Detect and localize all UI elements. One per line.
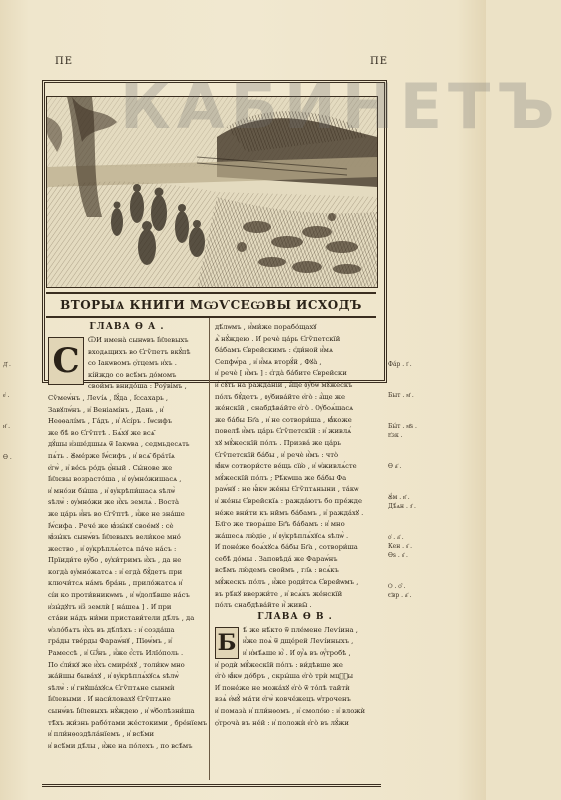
text-line: и҆зы́дꙋтъ и҆з̾ землѝ [ на́шеѧ ] . И҆ при (48, 602, 172, 611)
text-line: ѣ́ же нѣ́кто ѿ пле́мене Леѵі́ина , (243, 625, 358, 634)
margin-note: Д҃ . (3, 361, 11, 368)
text-line: и҆ и҆мѣ́ѧше ю҆̀ . И҆ ᲂу҆́ѧ въ ѹ҆́тробѣ , (243, 649, 351, 658)
text-line: же бѣ̀ во Є҆гѷптѣ . Бѧ́хꙋ же всѧ̑ (48, 428, 155, 437)
text-line: когда̀ ᲂу҆мно́жатсѧ : и҆ егда̀ бꙋ́детъ при (48, 567, 183, 576)
page-number-left: ПE (55, 56, 74, 67)
text-line: е҆гѡ̀ , и҆ ве́сь ро́дъ ѻ҆́ный . Сы́нове же (48, 463, 173, 472)
text-line: свои́мъ внидо́ша : Роу́вімъ , (88, 382, 187, 391)
text-line: ꙗ҆́кѡ сотвори́сте ве́щь сїю̀ , и҆ ѡ҆живлѧ́сте (215, 462, 357, 471)
text-line: мꙋ́жескїй по́лъ ; Рѣ́кѡша же ба́бы Фа (215, 473, 347, 482)
text-column-right (215, 322, 375, 729)
text-line: И҆ поне́же боѧ́хꙋсѧ ба́бы Бг҃а , сотвори́ша (215, 543, 358, 552)
text-line: и҆ родѝ мꙋ́жескїй по́лъ : ви́дѣвше же (215, 660, 343, 669)
text-line: и҆ мно́зи бы́ша , и҆ ᲂу҆крѣпи́шасѧ ѕѣлѡ̀ (48, 486, 176, 495)
text-line: дꙋ́шы и҆зше́дшыѧ ѿ Іакѡва , седмьдесѧть (48, 440, 190, 449)
margin-note: Ѻ . ѻ̑ . Є҆вр . а҃ . (388, 583, 412, 599)
chapter-heading-2: ГЛАВА Ѳ В . (257, 611, 333, 622)
text-line: раѡ́нꙋ : не ꙗ҆́кѡ же́ны Є҆гѷптѧныни , та́кѡ (215, 485, 359, 494)
text-line: І҆и҃левыми . И҆ наси́ловахꙋ Є҆гѷптѧне (48, 695, 171, 704)
text-line: же ба́бы Бг҃а , и҆ не сотвори́ша , ꙗ҆́коже (215, 415, 352, 424)
text-line: дѣ́лѡмъ , и҆́ми́же порабо́щахꙋ (215, 323, 317, 331)
text-line: ѾИ имена̀ сынѡвъ І҆и҃левыхъ (88, 336, 189, 344)
text-line: всѣ̑мъ лю́демъ свои̑мъ , гл҃ѧ : всѧ́къ (215, 566, 339, 575)
text-line: тѣ̑хъ жи́знь рабо́тами же́стокими , бре́нїемъ (48, 718, 208, 727)
book-heading: ВТОРЫѦ КНИГИ МѠѴСЕѠВЫ ИСХОДЪ (46, 292, 376, 318)
text-line: же́нскїй , снабдѣва́йте е҆го̀ . Ѹ҆боѧ́шасѧ (215, 404, 354, 413)
text-line: входѧщихъ во Є҆гѷпетъ вкꙋ́пѣ (88, 347, 191, 356)
column-right-body-top (215, 322, 375, 612)
margin-note: Ꙋ҆́м . в҃ . Дѣ́ѧн . з҃ . (388, 494, 416, 510)
text-line: ба́бамъ Є҆врейскимъ : є҆ди́ной и҆́мѧ (215, 346, 333, 355)
text-line: Сепфѡ́ра , и҆ и҆́мѧ вторꙋ́й , Фꙋа̀ , (215, 357, 322, 366)
text-line: и҆́же поѧ̀ ѿ дще́рей Леѵі́иныхъ , (243, 637, 354, 646)
text-line: Неѳѳалі́мъ , Га́дъ , и҆ А҆сі́ръ . І҆ѡсифъ (48, 417, 173, 426)
margin-note: Быт . м҃ . (388, 392, 414, 399)
text-line: ключи́тсѧ на́мъ бра́нь , прило́жатсѧ и҆ (48, 579, 183, 588)
margin-note: Фа́р . і҃ . (388, 361, 412, 368)
text-line: ѧ҆̀ нꙋ́ждею . И҆ речѐ ца́рь Є҆гѷпетскїй (215, 334, 341, 343)
text-line: Сѷмеѡ́нъ , Леѵі́ѧ , І҆ꙋ́да , І҆ссахарь , (48, 393, 169, 402)
text-column-left (48, 322, 206, 752)
text-line: Завꙋлѡ́нъ , и҆ Веніамі́нъ , Дань , и҆ (48, 405, 164, 414)
text-line: мꙋ́жескъ по́лъ , и҆́же роди́тсѧ Є҆врейѡмъ , (215, 578, 359, 587)
margin-notes-right (388, 360, 482, 622)
margin-note: н҃ . (3, 423, 11, 430)
text-line: І҆и҃лєвы возрасто́ша , и҆ ᲂу҆мно́жишасѧ , (48, 475, 182, 484)
column-left-body (48, 335, 206, 752)
text-line: хꙋ мꙋ́жескїй по́лъ . Призва́ же ца́рь (215, 438, 342, 447)
text-line: пѧ́ть . Ꙋ҆ме́рже І҆ѡ́сифъ , и҆ всѧ̑ бра́тїѧ (48, 451, 175, 460)
text-line: Бл҃го же творѧ́ше Бг҃ъ ба́бамъ : и҆ мно (215, 520, 345, 529)
text-line: же ца́рь и҆́нъ во Є҆гѷптѣ , и҆́же не зна́ше (48, 509, 185, 518)
text-line: не́же вни́ти къ ни̑мъ ба́бамъ , и҆ ражда́хꙋ . (215, 508, 364, 517)
text-line: ѻ҆троча̀ въ не́й : и҆ положѝ е҆го̀ въ лꙋ́жи (215, 718, 349, 727)
margin-note: Ѳ а҃ . (388, 463, 402, 470)
text-line: ѡ҆зло́бѧтъ и҆̀хъ въ дѣ́лѣхъ : и҆ созда́ша (48, 625, 175, 634)
column-divider (209, 318, 210, 780)
text-line: Рамессѣ , и҆ Ѡ҆́нъ , и҆́же є҆́сть Илїо́поль . (48, 649, 184, 658)
text-line: Є҆гѷпетскїй ба́бы , и҆ речѐ и҆̀мъ : что̀ (215, 450, 339, 459)
text-line: и҆ пли́нѳоздѣла́нїемъ , и҆ всѣ́ми (48, 730, 155, 739)
text-line: и҆ речѐ [ и҆̀мъ ] : є҆гда̀ ба́бите Є҆врейски (215, 369, 347, 378)
margin-note: Ѳ . (3, 454, 12, 461)
text-line: жа́йшы быва́хꙋ , и҆ ᲂу҆крѣплѧ́хꙋсѧ ѕѣлѡ̀ (48, 672, 179, 681)
text-line: по́лъ снабдѣва́йте и҆̀ живы̑ . (215, 601, 312, 610)
text-line: ѕѣлѡ̀ : ᲂу҆мно́жи же и҆̀хъ землѧ̀ . Воста̀ (48, 498, 180, 507)
text-line: и҆ сꙋ́ть на ражда́нїи , а҆́ще ᲂу҆́бѡ мꙋ́жескъ (215, 380, 353, 389)
margin-notes-left (3, 360, 39, 484)
text-line: кі́йждо со всѣ́мъ до́момъ (88, 370, 177, 379)
text-line: жа́шесѧ лю́діе , и҆ ᲂу҆крѣплѧ́хꙋсѧ ѕѣлѡ̀ . (215, 531, 349, 540)
text-line: И҆ поне́же не можа́хꙋ е҆го̀ ѿ то́лѣ тайтѝ (215, 683, 350, 692)
text-line: І҆ѡ́сифа . Рече́ же ꙗ҆зы́кꙋ свое́мꙋ : сѐ (48, 521, 174, 530)
text-line: по́лъ бꙋ́детъ , ᲂу҆бива́йте е҆го̀ : а҆́ще же (215, 392, 346, 401)
text-line: сі́и ко проти́вникѡмъ , и҆ ѡ҆долѣ́вше на́съ (48, 591, 190, 600)
margin-note: Бы́т . м҃ѕ . Е҆зк . (388, 423, 417, 439)
page-number-right: ПE (370, 56, 389, 67)
text-line: ста́ви на́дъ ни́ми пристави́тели дѣ́лъ , да (48, 614, 195, 623)
margin-note: ѻ҆ . а҃ . Кен . ѕ҃ . Ѳѕ . ѕ҃ . (388, 534, 413, 559)
column-right-body-bottom (215, 625, 375, 729)
watermark: КАБИНЕТЪ (120, 70, 561, 143)
margin-note: е҆ . (3, 392, 10, 399)
text-line: въ рѣ́кꙋ ввержи́те , и҆ всѧ́къ же́нскїй (215, 589, 343, 598)
text-line: и҆ помаза̀ и҆ пли́нѳомъ , и҆ смоло́ю : и҆ вложѝ (215, 707, 366, 715)
text-line: взѧ̀ е҆мꙋ̀ ма́ти е҆гѡ̀ ковче́жецъ ѡ҆троченъ (215, 695, 351, 704)
dropcap-initial: С (48, 337, 84, 385)
page-bottom-rule (42, 784, 381, 787)
chapter-heading-1: ГЛАВА Ѳ А . (89, 322, 165, 332)
text-line: ѕѣлѡ̀ : и҆ гнꙋша́хꙋсѧ Є҆гѷптѧне сынмѝ (48, 683, 175, 692)
text-line: и҆ же́ны Є҆врейскїѧ : ражда́ютъ бо пре́жде (215, 496, 363, 505)
text-line: гра́ды тве́рды Фараѡ́нꙋ , Пїѳѡ́мъ , и҆ (48, 637, 172, 646)
text-line: со Іакѡвомъ ѻ҆тцемъ и҆хъ . (88, 359, 177, 368)
text-line: и҆ всѣ́ми дѣ́лы , и҆̀же на по́лехъ , по всѣ́мъ (48, 741, 193, 750)
text-line: сынѡ́въ І҆и҃левыхъ нꙋ́ждею , и҆ ѡ҆болѣзни́ша (48, 707, 195, 715)
text-line: повелѣ̀ и҆̀мъ ца́рь Є҆гѷпетскїй : и҆ живлѧ́ (215, 427, 352, 436)
text-line: Прїиди́те ᲂу҆̀бо , ᲂу҆хи́тримъ и҆̀хъ , да не (48, 556, 182, 565)
text-line: жество , и҆ ᲂу҆крѣплѧ́етсѧ па́че на́съ : (48, 544, 177, 553)
dropcap-initial: Б (215, 627, 239, 659)
text-line: По є҆ли́кꙋ же и҆̀хъ смире́хꙋ , толи́кѡ мно (48, 660, 185, 669)
text-line: е҆го̀ ꙗ҆́кѡ до́бръ , скры́ша е҆го̀ трѝ мцⷭ҇ы (215, 672, 354, 681)
text-line: себѣ̀ до́мы . Заповѣда́ же Фараѡ́нъ (215, 554, 338, 563)
text-line: ꙗ҆зы́къ сынѡ́въ І҆и҃левыхъ вели́кое мно́ (48, 533, 181, 542)
